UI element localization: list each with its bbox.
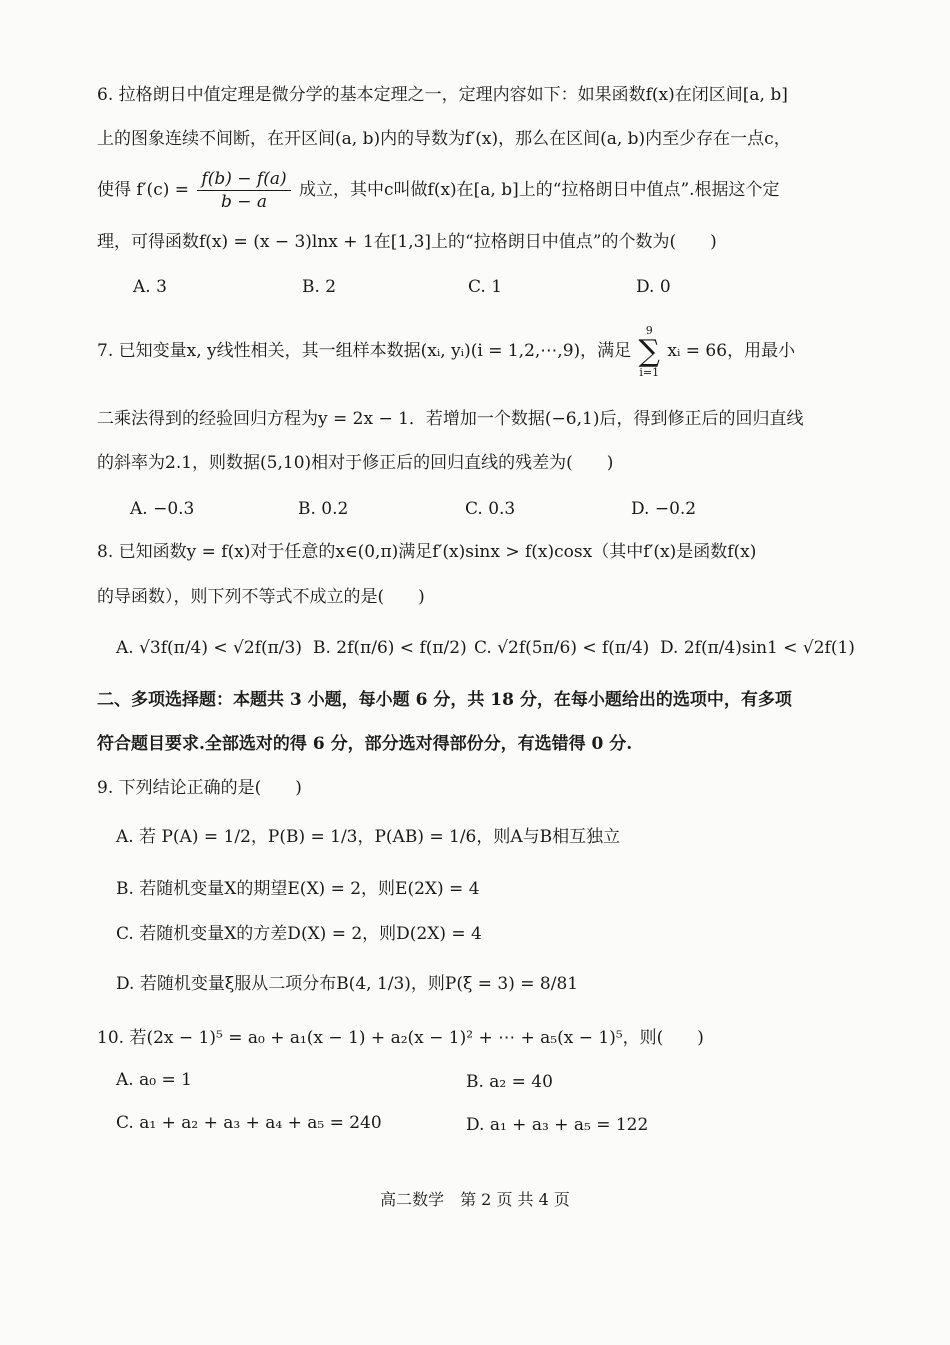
q7-option-b: B. 0.2 [298,499,349,519]
q7-option-c: C. 0.3 [465,499,516,519]
q10-option-c: C. a₁ + a₂ + a₃ + a₄ + a₅ = 240 [116,1113,382,1133]
q7-line-1 [97,324,795,379]
sigma-upper-limit: 9 [645,323,653,337]
q10-option-a: A. a₀ = 1 [116,1070,192,1090]
q8-option-c: C. √2f(5π/6) < f(π/4) [474,638,650,658]
q7-line-1-prefix: 7. 已知变量x, y线性相关，其一组样本数据(xᵢ, yᵢ)(i = 1,2,⋯,9)，满足 [97,341,632,361]
q6-option-c: C. 1 [468,277,503,297]
q6-option-d: D. 0 [636,277,671,297]
q9-option-d: D. 若随机变量ξ服从二项分布B(4, 1/3)，则P(ξ = 3) = 8/81 [116,974,579,994]
q7-option-d: D. −0.2 [631,499,697,519]
q6-line-2: 上的图象连续不间断，在开区间(a, b)内的导数为f′(x)，那么在区间(a, b)内至少存在一点c， [97,129,791,149]
q10-option-b: B. a₂ = 40 [466,1072,553,1092]
q6-line-1: 6. 拉格朗日中值定理是微分学的基本定理之一，定理内容如下：如果函数f(x)在闭区间[a, b] [97,85,788,105]
section-2-heading-line-1: 二、多项选择题：本题共 3 小题，每小题 6 分，共 18 分，在每小题给出的选项中，有多项 [97,690,792,710]
summation-symbol [639,325,660,379]
q7-line-2: 二乘法得到的经验回归方程为y = 2x − 1．若增加一个数据(−6,1)后，得到修正后的回归直线 [97,409,804,429]
q7-line-3: 的斜率为2.1，则数据(5,10)相对于修正后的回归直线的残差为( ) [97,453,614,473]
q6-option-b: B. 2 [302,277,337,297]
fraction-denominator: b − a [220,192,268,212]
q6-option-a: A. 3 [133,277,167,297]
q8-line-1: 8. 已知函数y = f(x)对于任意的x∈(0,π)满足f′(x)sinx > f(x)cosx（其中f′(x)是函数f(x) [97,542,757,562]
q8-option-d: D. 2f(π/4)sin1 < √2f(1) [660,638,855,658]
q7-line-1-suffix: xᵢ = 66，用最小 [667,341,796,361]
q9-option-a: A. 若 P(A) = 1/2，P(B) = 1/3，P(AB) = 1/6，则A与B相互独立 [116,827,621,847]
q9-option-b: B. 若随机变量X的期望E(X) = 2，则E(2X) = 4 [116,879,480,899]
q10-stem: 10. 若(2x − 1)⁵ = a₀ + a₁(x − 1) + a₂(x − 1)² + ⋯ + a₅(x − 1)⁵，则( ) [97,1028,704,1048]
sigma-sign: ∑ [638,333,660,369]
q6-line-3-prefix: 使得 f′(c) = [97,180,189,200]
sigma-lower-limit: i=1 [639,365,660,379]
page-footer: 高二数学 第 2 页 共 4 页 [380,1190,570,1209]
q6-line-3 [97,168,780,213]
q9-stem: 9. 下列结论正确的是( ) [97,778,302,798]
q8-line-2: 的导函数），则下列不等式不成立的是( ) [97,587,425,607]
q7-option-a: A. −0.3 [130,499,195,519]
q6-line-3-suffix: 成立，其中c叫做f(x)在[a, b]上的“拉格朗日中值点”.根据这个定 [299,180,780,200]
q9-option-c: C. 若随机变量X的方差D(X) = 2，则D(2X) = 4 [116,924,482,944]
q10-option-d: D. a₁ + a₃ + a₅ = 122 [466,1115,649,1135]
q8-option-b: B. 2f(π/6) < f(π/2) [313,638,467,658]
fraction-numerator: f(b) − f(a) [197,168,290,191]
mean-value-fraction [197,168,290,213]
q8-option-a: A. √3f(π/4) < √2f(π/3) [116,638,302,658]
section-2-heading-line-2: 符合题目要求.全部选对的得 6 分，部分选对得部份分，有选错得 0 分. [97,734,633,754]
q6-line-4: 理，可得函数f(x) = (x − 3)lnx + 1在[1,3]上的“拉格朗日中值点”的个数为( ) [97,232,717,252]
